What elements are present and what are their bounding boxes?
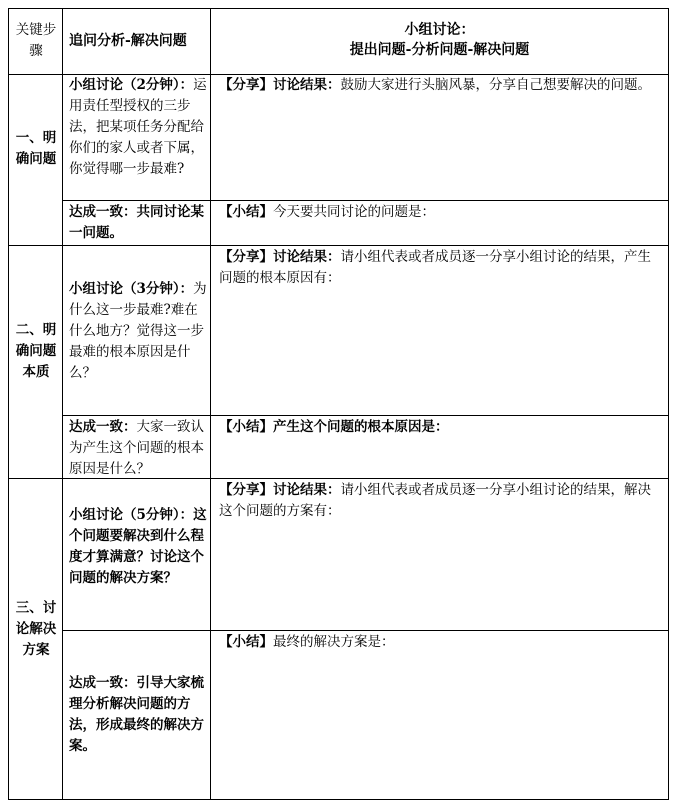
- step-2-summary-text: 产生这个问题的根本原因是：: [273, 419, 449, 435]
- header-group-discussion-subtitle: 提出问题-分析问题-解决问题: [349, 42, 530, 58]
- discussion-table: [8, 8, 669, 800]
- step-3-summary-tag: 【小结】: [219, 634, 273, 650]
- step-2-consensus: [69, 417, 208, 480]
- step-3-label: 三、讨论解决方案: [15, 600, 57, 658]
- step-1-consensus-body: 共同讨论某一问题。: [69, 204, 204, 241]
- header-group-discussion-title: 小组讨论：: [404, 22, 475, 38]
- step-2-share-bold: 讨论结果：: [273, 249, 341, 265]
- step-1-share-text: 鼓励大家进行头脑风暴，分享自己想要解决的问题。: [340, 77, 651, 93]
- step-1-consensus: [69, 202, 208, 244]
- step-2-discussion-body: 为什么这一步最难?难在什么地方？觉得这一步最难的根本原因是什么？: [69, 281, 207, 381]
- step-2-consensus-title: 达成一致：: [69, 419, 137, 435]
- step-2-share-text: 请小组代表或者成员逐一分享小组讨论的结果，产生问题的根本原因有：: [219, 249, 651, 286]
- step-3-share-tag: 【分享】: [219, 482, 273, 498]
- step-1-discussion-body: 运用责任型授权的三步法，把某项任务分配给你们的家人或者下属，你觉得哪一步最难?: [69, 77, 207, 177]
- step-3-consensus-body: 引导大家梳理分析解决问题的方法，形成最终的解决方案。: [69, 675, 204, 754]
- step-3-summary: [219, 632, 664, 653]
- header-key-steps: 关键步骤: [15, 22, 57, 59]
- step-2-share: [219, 247, 664, 289]
- step-1-share-tag: 【分享】: [219, 77, 273, 93]
- step-1-consensus-title: 达成一致：: [69, 204, 137, 220]
- step-1-summary-tag: 【小结】: [219, 204, 273, 220]
- step-2-discussion: [69, 279, 208, 384]
- step-2-share-tag: 【分享】: [219, 249, 273, 265]
- header-group-discussion: [211, 20, 668, 60]
- step-3-share-text: 请小组代表或者成员逐一分享小组讨论的结果，解决这个问题的方案有：: [219, 482, 651, 519]
- step-3-consensus: [69, 673, 208, 757]
- step-1-discussion: [69, 75, 208, 180]
- step-3-consensus-title: 达成一致：: [69, 675, 137, 691]
- step-3-discussion-title: 小组讨论（5分钟）：: [69, 507, 194, 523]
- step-1-share-bold: 讨论结果：: [273, 77, 341, 93]
- step-2-label: 二、明确问题本质: [15, 322, 57, 380]
- step-1-summary: [219, 202, 664, 223]
- step-3-summary-text: 最终的解决方案是：: [273, 634, 395, 650]
- step-3-share: [219, 480, 664, 522]
- step-2-summary-tag: 【小结】: [219, 419, 273, 435]
- step-2-discussion-title: 小组讨论（3分钟）：: [69, 281, 194, 297]
- step-3-discussion-body: 这个问题要解决到什么程度才算满意？讨论这个问题的解决方案？: [69, 507, 207, 586]
- header-follow-up-analysis: 追问分析-解决问题: [69, 33, 187, 49]
- step-3-discussion: [69, 505, 208, 589]
- step-1-label: 一、明确问题: [15, 130, 57, 167]
- step-1-summary-text: 今天要共同讨论的问题是：: [273, 204, 435, 220]
- step-2-summary: [219, 417, 664, 438]
- step-3-share-bold: 讨论结果：: [273, 482, 341, 498]
- step-1-discussion-title: 小组讨论（2分钟）：: [69, 77, 194, 93]
- step-2-consensus-body: 大家一致认为产生这个问题的根本原因是什么？: [69, 419, 204, 477]
- step-1-share: [219, 75, 664, 96]
